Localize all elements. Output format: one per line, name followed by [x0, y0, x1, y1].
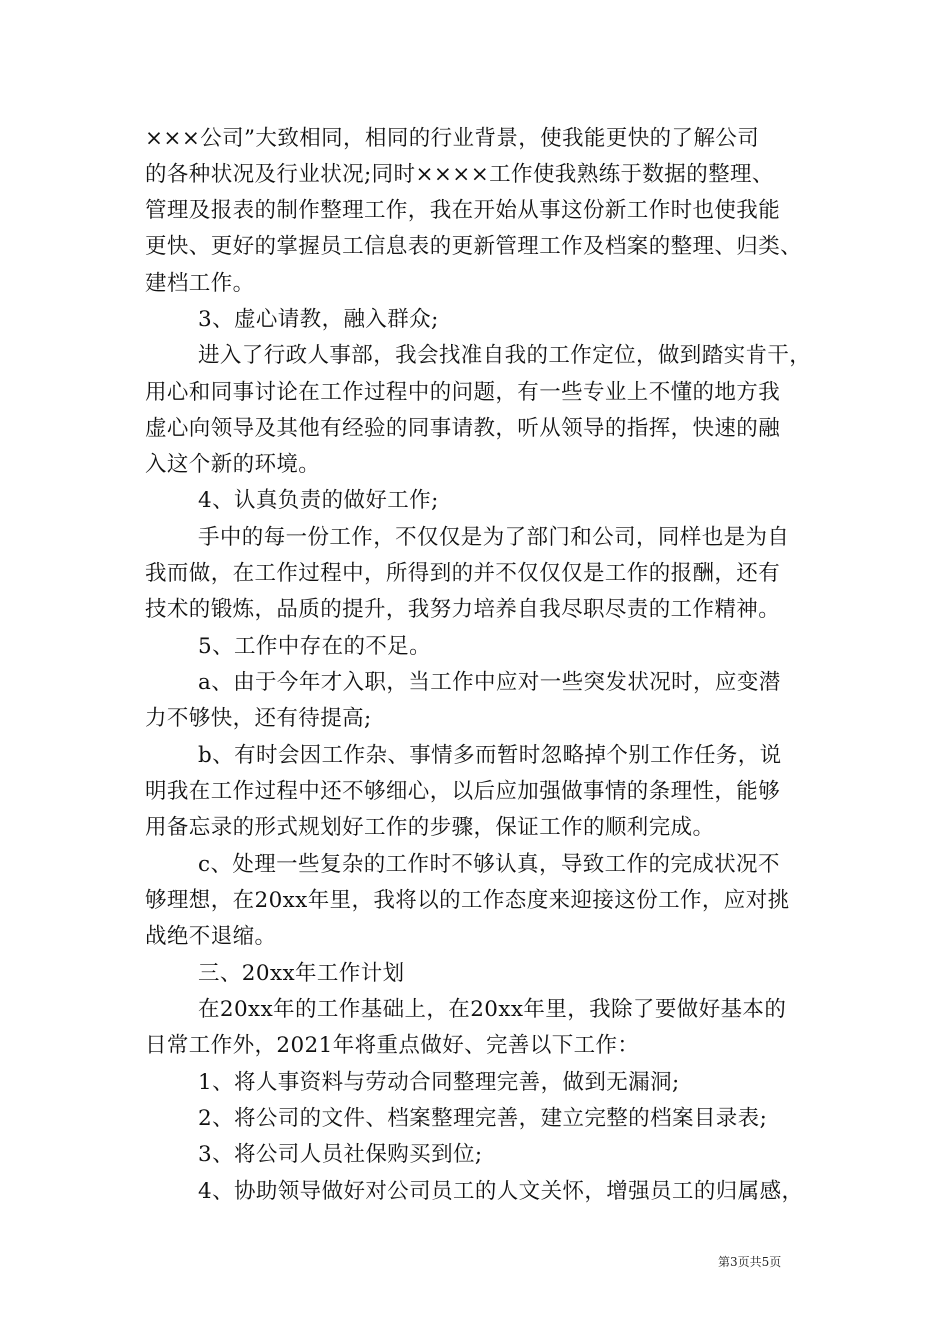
text-line: 入这个新的环境。: [145, 452, 321, 477]
section-heading: 5、工作中存在的不足。: [198, 634, 432, 659]
text-line: c、处理一些复杂的工作时不够认真，导致工作的完成状况不: [198, 852, 780, 877]
text-line: 建档工作。: [145, 271, 255, 296]
section-heading: 3、虚心请教，融入群众;: [198, 307, 439, 332]
text-line: 日常工作外，2021年将重点做好、完善以下工作：: [145, 1033, 640, 1058]
text-line: 我而做，在工作过程中，所得到的并不仅仅仅是工作的报酬，还有: [145, 561, 781, 586]
text-line: 力不够快，还有待提高;: [145, 706, 372, 731]
text-line: 进入了行政人事部，我会找准自我的工作定位，做到踏实肯干，: [198, 343, 812, 368]
text-line: 明我在工作过程中还不够细心，以后应加强做事情的条理性，能够: [145, 779, 781, 804]
section-heading: 4、认真负责的做好工作;: [198, 488, 439, 513]
section-heading: 三、20xx年工作计划: [198, 961, 405, 986]
text-line: 的各种状况及行业状况;同时××××工作使我熟练于数据的整理、: [145, 162, 774, 187]
text-line: 更快、更好的掌握员工信息表的更新管理工作及档案的整理、归类、: [145, 234, 803, 259]
text-line: 战绝不退缩。: [145, 924, 277, 949]
text-line: b、有时会因工作杂、事情多而暂时忽略掉个别工作任务，说: [198, 743, 782, 768]
text-line: a、由于今年才入职，当工作中应对一些突发状况时，应变潜: [198, 670, 781, 695]
text-line: 手中的每一份工作，不仅仅是为了部门和公司，同样也是为自: [198, 525, 790, 550]
text-line: 够理想，在20xx年里，我将以的工作态度来迎接这份工作，应对挑: [145, 888, 790, 913]
text-line: 管理及报表的制作整理工作，我在开始从事这份新工作时也使我能: [145, 198, 781, 223]
list-item: 4、协助领导做好对公司员工的人文关怀，增强员工的归属感，: [198, 1179, 804, 1204]
text-line: 虚心向领导及其他有经验的同事请教，听从领导的指挥，快速的融: [145, 416, 781, 441]
list-item: 3、将公司人员社保购买到位;: [198, 1142, 483, 1167]
list-item: 1、将人事资料与劳动合同整理完善，做到无漏洞;: [198, 1070, 680, 1095]
page-number: 第3页共5页: [718, 1255, 782, 1269]
text-line: 技术的锻炼，品质的提升，我努力培养自我尽职尽责的工作精神。: [145, 597, 781, 622]
text-line: ×××公司”大致相同，相同的行业背景，使我能更快的了解公司: [145, 126, 760, 151]
text-line: 用心和同事讨论在工作过程中的问题，有一些专业上不懂的地方我: [145, 380, 781, 405]
text-line: 用备忘录的形式规划好工作的步骤，保证工作的顺利完成。: [145, 815, 715, 840]
list-item: 2、将公司的文件、档案整理完善，建立完整的档案目录表;: [198, 1106, 768, 1131]
text-line: 在20xx年的工作基础上，在20xx年里，我除了要做好基本的: [198, 997, 787, 1022]
